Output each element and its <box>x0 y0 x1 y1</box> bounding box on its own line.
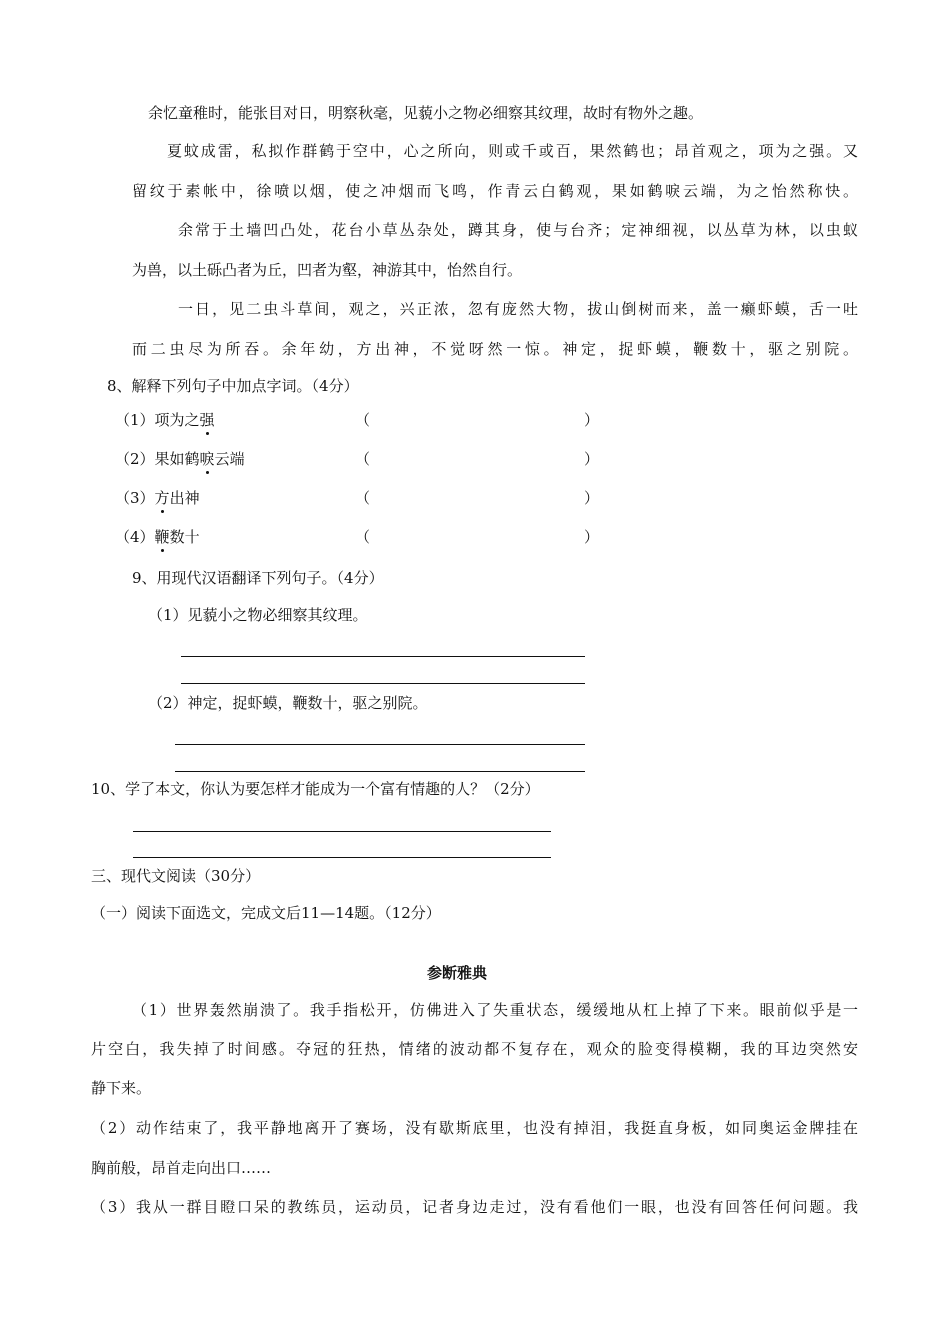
answer-paren-close: ） <box>584 450 600 468</box>
article-line: 片空白，我失掉了时间感。夺冠的狂热，情绪的波动都不复存在，观众的脸变得模糊，我的耳边突然安 <box>91 1040 861 1058</box>
answer-paren-open: （ <box>355 411 371 429</box>
answer-line[interactable] <box>133 831 551 832</box>
q9-prompt: 9、用现代汉语翻译下列句子。（4分） <box>132 569 384 587</box>
article-title: 参断雅典 <box>427 964 488 982</box>
answer-paren-close: ） <box>584 411 600 429</box>
passage-line: 为兽，以土砾凸者为丘，凹者为壑，神游其中，怡然自行。 <box>132 261 523 279</box>
answer-paren-open: （ <box>355 489 371 507</box>
q8-item-4: （4）鞭数十 <box>115 528 200 546</box>
answer-paren-open: （ <box>355 450 371 468</box>
answer-line[interactable] <box>181 656 585 657</box>
article-line: （3）我从一群目瞪口呆的教练员，运动员，记者身边走过，没有看他们一眼，也没有回答任何问题。我 <box>91 1198 860 1216</box>
passage-line: 夏蚊成雷，私拟作群鹤于空中，心之所向，则或千或百，果然鹤也；昂首观之，项为之强。又 <box>167 142 860 160</box>
section-subheading: （一）阅读下面选文，完成文后11—14题。（12分） <box>91 904 441 922</box>
q8-item-2: （2）果如鹤唳云端 <box>115 450 245 468</box>
q8-item-3: （3）方出神 <box>115 489 200 507</box>
section-heading: 三、现代文阅读（30分） <box>91 867 261 885</box>
article-line: 静下来。 <box>91 1079 152 1097</box>
q8-prompt: 8、解释下列句子中加点字词。（4分） <box>107 377 359 395</box>
answer-paren-close: ） <box>584 528 600 546</box>
answer-line[interactable] <box>175 771 585 772</box>
answer-paren-close: ） <box>584 489 600 507</box>
passage-line: 留纹于素帐中，徐喷以烟，使之冲烟而飞鸣，作青云白鹤观，果如鹤唳云端，为之怡然称快。 <box>132 182 861 200</box>
article-line: （1）世界轰然崩溃了。我手指松开，仿佛进入了失重状态，缓缓地从杠上掉了下来。眼前似乎是一 <box>132 1001 860 1019</box>
passage-line: 一日，见二虫斗草间，观之，兴正浓，忽有庞然大物，拔山倒树而来，盖一癞虾蟆，舌一吐 <box>178 300 861 318</box>
answer-line[interactable] <box>133 857 551 858</box>
passage-line: 余忆童稚时，能张目对日，明察秋毫，见藐小之物必细察其纹理，故时有物外之趣。 <box>148 104 704 122</box>
article-line: （2）动作结束了，我平静地离开了赛场，没有歇斯底里，也没有掉泪，我挺直身板，如同奥运金牌挂在 <box>91 1119 860 1137</box>
answer-line[interactable] <box>175 744 585 745</box>
q9-sentence-1: （1）见藐小之物必细察其纹理。 <box>148 606 368 624</box>
answer-line[interactable] <box>181 683 585 684</box>
passage-line: 而二虫尽为所吞。余年幼，方出神，不觉呀然一惊。神定，捉虾蟆，鞭数十，驱之别院。 <box>132 340 862 358</box>
article-line: 胸前般，昂首走向出口…… <box>91 1159 272 1177</box>
q8-item-1: （1）项为之强 <box>115 411 215 429</box>
q9-sentence-2: （2）神定，捉虾蟆，鞭数十，驱之别院。 <box>148 694 428 712</box>
passage-line: 余常于土墙凹凸处，花台小草丛杂处，蹲其身，使与台齐；定神细视，以丛草为林，以虫蚁 <box>178 221 861 239</box>
answer-paren-open: （ <box>355 528 371 546</box>
q10-prompt: 10、学了本文，你认为要怎样才能成为一个富有情趣的人？（2分） <box>91 780 540 798</box>
